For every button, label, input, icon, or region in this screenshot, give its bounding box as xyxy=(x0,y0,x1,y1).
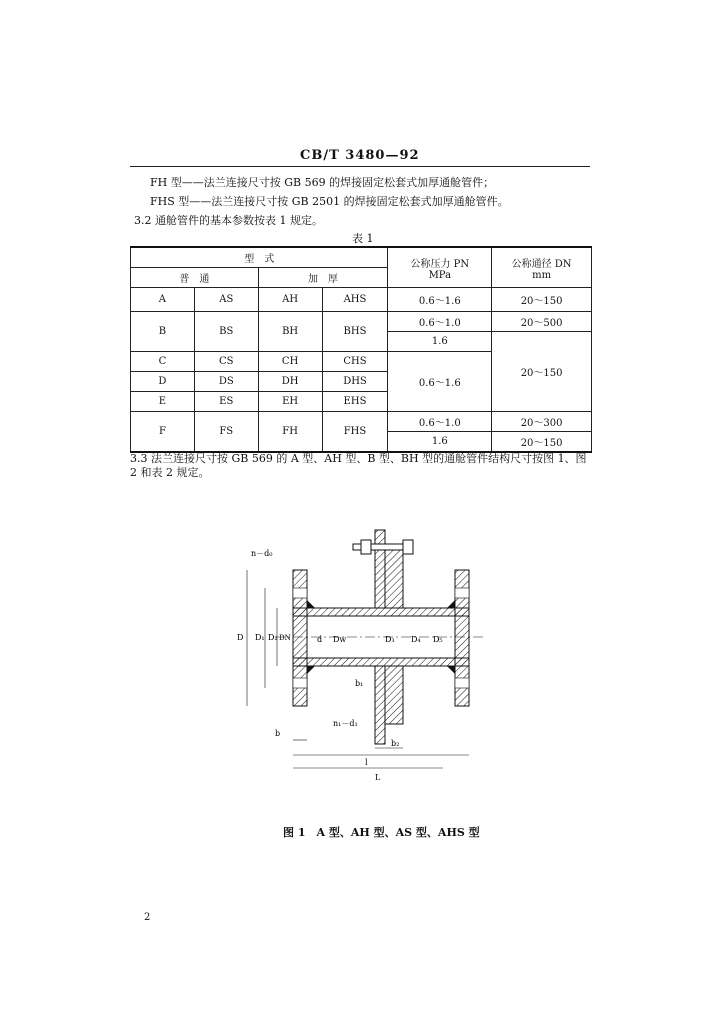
cell-type: CH xyxy=(258,352,322,372)
cell-type: FS xyxy=(194,412,258,453)
cell-type: AS xyxy=(194,288,258,312)
cell-type: FHS xyxy=(322,412,388,453)
label-n-d0: n－d₀ xyxy=(251,549,273,558)
cell-type: BH xyxy=(258,312,322,352)
label-n1-d1: n₁－d₁ xyxy=(333,719,358,728)
label-b: b xyxy=(275,729,281,738)
cell-type: DHS xyxy=(322,372,388,392)
standard-code-header: CB/T 3480—92 xyxy=(300,148,420,163)
header-pressure-label: 公称压力 PN xyxy=(410,258,470,270)
cell-type: EHS xyxy=(322,392,388,412)
header-dn-unit: mm xyxy=(532,269,552,281)
cell-type: A xyxy=(131,288,195,312)
label-b2: b₂ xyxy=(391,739,400,748)
cell-pn: 0.6～1.6 xyxy=(388,288,492,312)
left-flange-bolt-slot xyxy=(293,678,307,688)
label-b1: b₁ xyxy=(355,679,364,688)
header-pressure-unit: MPa xyxy=(428,269,452,281)
cell-type: CHS xyxy=(322,352,388,372)
cell-pn: 0.6～1.0 xyxy=(388,412,492,432)
pipe-upper-wall xyxy=(293,608,469,616)
right-flange-bolt-slot xyxy=(455,588,469,598)
middle-flange-lower xyxy=(385,666,403,724)
nut xyxy=(403,540,413,554)
label-d: d xyxy=(317,635,323,644)
header-type: 型 式 xyxy=(131,247,388,268)
page-number: 2 xyxy=(144,912,151,923)
cell-type: ES xyxy=(194,392,258,412)
label-Dw: Dw xyxy=(333,635,347,644)
pipe-lower-wall xyxy=(293,658,469,666)
cell-pn: 0.6～1.0 xyxy=(388,312,492,332)
technical-drawing xyxy=(235,510,495,810)
weld-mark xyxy=(307,600,315,608)
header-rule xyxy=(130,166,590,167)
right-flange-bolt-slot xyxy=(455,678,469,688)
label-D1: D₁ xyxy=(255,633,265,642)
cell-type: EH xyxy=(258,392,322,412)
header-thick: 加 厚 xyxy=(258,268,388,288)
weld-mark xyxy=(307,666,315,674)
cell-pn: 1.6 xyxy=(388,332,492,352)
label-D2: D₂ xyxy=(268,633,278,642)
figure-caption: 图 1 A 型、AH 型、AS 型、AHS 型 xyxy=(283,826,480,839)
label-D: D xyxy=(237,633,244,642)
bulkhead-upper xyxy=(375,530,385,608)
cell-dn: 20～300 xyxy=(492,412,592,432)
header-dn-label: 公称通径 DN xyxy=(511,258,572,270)
label-l: l xyxy=(365,758,368,767)
paragraph-fhs: FHS 型——法兰连接尺寸按 GB 2501 的焊接固定松套式加厚通舱管件。 xyxy=(150,195,509,208)
paragraph-3-2: 3.2 通舱管件的基本参数按表 1 规定。 xyxy=(134,214,323,227)
label-D4: D₄ xyxy=(411,635,421,644)
paragraph-fh: FH 型——法兰连接尺寸按 GB 569 的焊接固定松套式加厚通舱管件； xyxy=(150,176,495,189)
header-pressure xyxy=(388,247,492,288)
label-D5: D₅ xyxy=(433,635,443,644)
cell-type: AH xyxy=(258,288,322,312)
cell-type: B xyxy=(131,312,195,352)
header-ordinary: 普 通 xyxy=(131,268,259,288)
label-DN: DN xyxy=(279,634,291,642)
weld-mark xyxy=(447,600,455,608)
cell-type: DS xyxy=(194,372,258,392)
table-caption: 表 1 xyxy=(352,232,374,245)
label-D3: D₃ xyxy=(385,635,395,644)
nut xyxy=(361,540,371,554)
cell-type: E xyxy=(131,392,195,412)
cell-type: D xyxy=(131,372,195,392)
cell-pn: 0.6～1.6 xyxy=(388,352,492,412)
cell-type: F xyxy=(131,412,195,453)
cell-type: FH xyxy=(258,412,322,453)
cell-dn: 20～150 xyxy=(492,288,592,312)
parameter-table xyxy=(130,246,592,453)
cell-dn: 20～150 xyxy=(492,332,592,412)
left-flange-bolt-slot xyxy=(293,588,307,598)
header-dn xyxy=(492,247,592,288)
cell-type: C xyxy=(131,352,195,372)
weld-mark xyxy=(447,666,455,674)
cell-type: CS xyxy=(194,352,258,372)
cell-type: BS xyxy=(194,312,258,352)
label-L: L xyxy=(375,773,381,782)
cell-pn: 1.6 xyxy=(388,432,492,453)
bulkhead-lower xyxy=(375,666,385,744)
paragraph-3-3: 3.3 法兰连接尺寸按 GB 569 的 A 型、AH 型、B 型、BH 型的通舱管件结构尺寸按图 1、图 2 和表 2 规定。 xyxy=(130,452,587,479)
cell-type: BHS xyxy=(322,312,388,352)
cell-dn: 20～500 xyxy=(492,312,592,332)
cell-type: AHS xyxy=(322,288,388,312)
middle-flange-upper xyxy=(385,550,403,608)
cell-dn: 20～150 xyxy=(492,432,592,453)
cell-type: DH xyxy=(258,372,322,392)
